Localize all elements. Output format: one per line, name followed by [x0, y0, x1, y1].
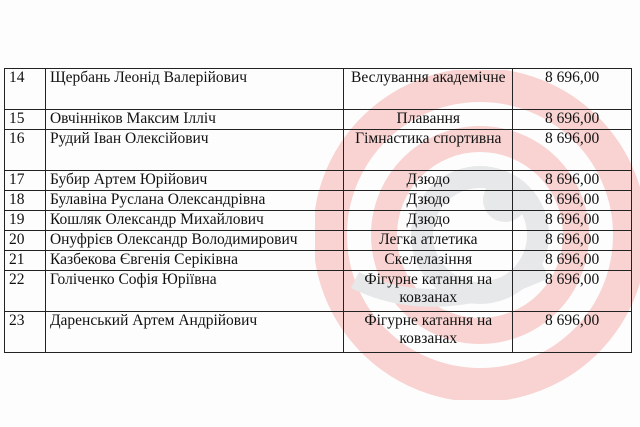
- athlete-name: Даренський Артем Андрійович: [45, 312, 343, 353]
- athlete-name: Булавіна Руслана Олександрівна: [45, 191, 343, 211]
- sport-name: Плавання: [344, 110, 513, 130]
- sport-name: Легка атлетика: [344, 231, 513, 251]
- award-amount: 8 696,00: [513, 191, 632, 211]
- award-amount: 8 696,00: [513, 251, 632, 271]
- athlete-name: Бубир Артем Юрійович: [45, 171, 343, 191]
- award-amount: 8 696,00: [513, 130, 632, 171]
- sport-name: Фігурне катання на ковзанах: [344, 271, 513, 312]
- athlete-name: Казбекова Євгенія Серіківна: [45, 251, 343, 271]
- table-row: [5, 312, 632, 353]
- sport-name: Веслування академічне: [344, 69, 513, 110]
- table-row: [5, 251, 632, 271]
- award-amount: 8 696,00: [513, 211, 632, 231]
- athlete-name: Щербань Леонід Валерійович: [45, 69, 343, 110]
- athlete-name: Овчінніков Максим Ілліч: [45, 110, 343, 130]
- sport-name: Фігурне катання на ковзанах: [344, 312, 513, 353]
- row-number: 19: [5, 211, 46, 231]
- athlete-name: Голіченко Софія Юріївна: [45, 271, 343, 312]
- award-amount: 8 696,00: [513, 231, 632, 251]
- award-amount: 8 696,00: [513, 271, 632, 312]
- award-amount: 8 696,00: [513, 110, 632, 130]
- table-row: [5, 69, 632, 110]
- row-number: 20: [5, 231, 46, 251]
- table-row: [5, 271, 632, 312]
- row-number: 15: [5, 110, 46, 130]
- athlete-name: Кошляк Олександр Михайлович: [45, 211, 343, 231]
- row-number: 17: [5, 171, 46, 191]
- row-number: 16: [5, 130, 46, 171]
- table-row: [5, 130, 632, 171]
- athlete-name: Онуфрієв Олександр Володимирович: [45, 231, 343, 251]
- sport-name: Дзюдо: [344, 211, 513, 231]
- award-amount: 8 696,00: [513, 312, 632, 353]
- awards-table: [4, 68, 632, 353]
- row-number: 22: [5, 271, 46, 312]
- table-row: [5, 191, 632, 211]
- table-row: [5, 110, 632, 130]
- table-row: [5, 171, 632, 191]
- sport-name: Дзюдо: [344, 171, 513, 191]
- sport-name: Дзюдо: [344, 191, 513, 211]
- award-amount: 8 696,00: [513, 171, 632, 191]
- row-number: 14: [5, 69, 46, 110]
- table-row: [5, 211, 632, 231]
- table-row: [5, 231, 632, 251]
- sport-name: Гімнастика спортивна: [344, 130, 513, 171]
- athlete-name: Рудий Іван Олексійович: [45, 130, 343, 171]
- row-number: 23: [5, 312, 46, 353]
- awards-table-body: [5, 69, 632, 353]
- sport-name: Скелелазіння: [344, 251, 513, 271]
- row-number: 21: [5, 251, 46, 271]
- award-amount: 8 696,00: [513, 69, 632, 110]
- row-number: 18: [5, 191, 46, 211]
